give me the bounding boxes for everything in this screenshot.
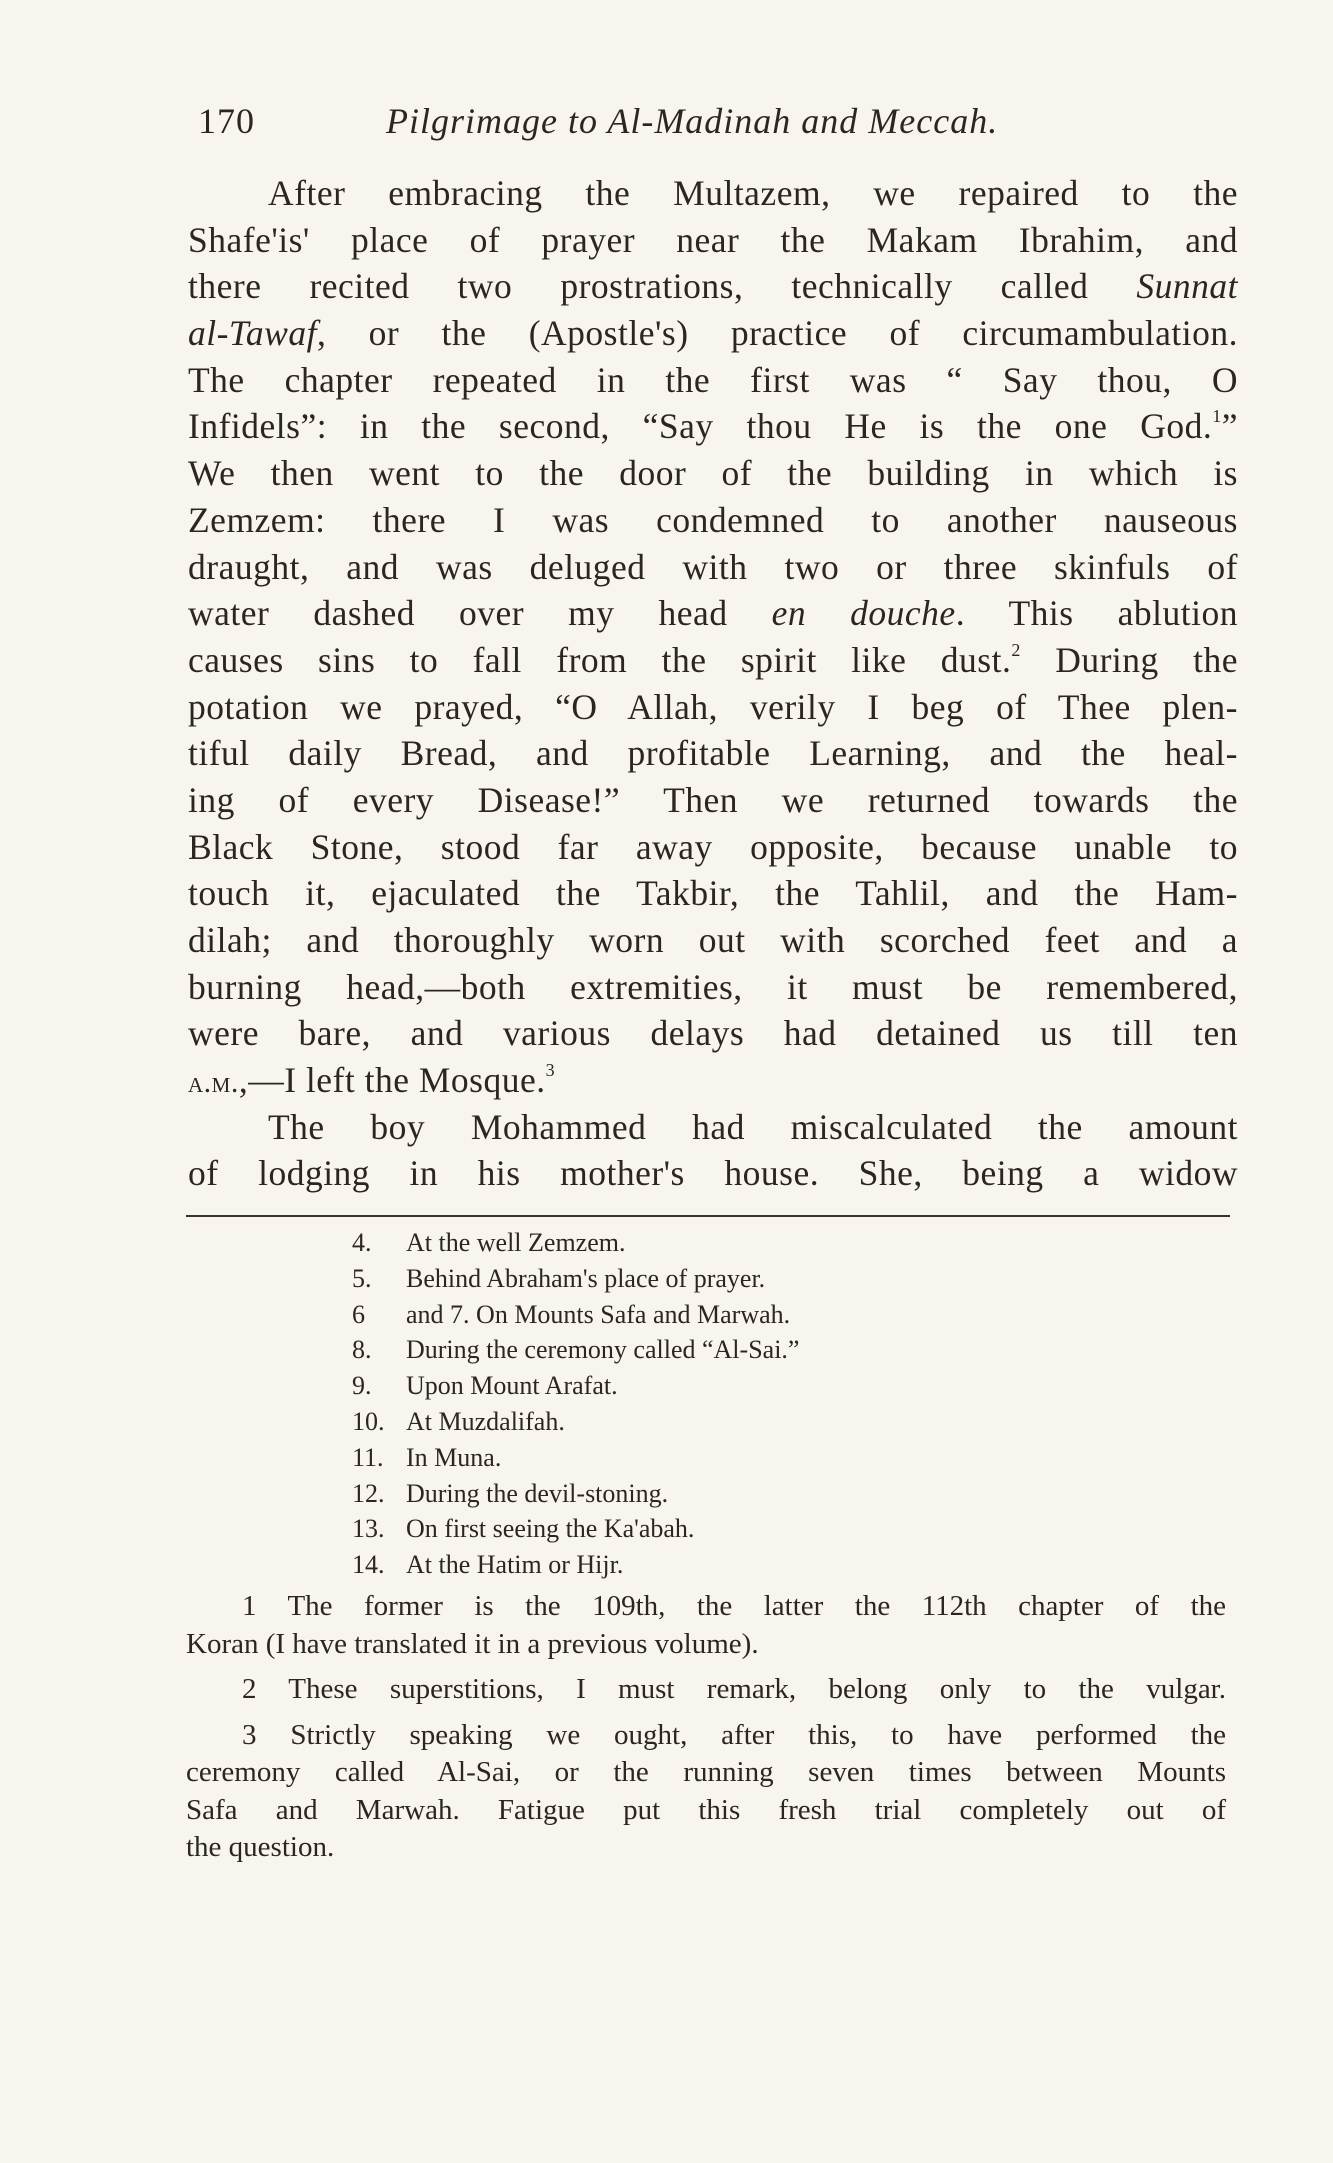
text-line: Infidels”: in the second, “Say thou He is the one God.$^1$”	[188, 406, 1238, 447]
list-item: 8. During the ceremony called “Al-Sai.”	[352, 1335, 800, 1365]
text-line: Shafe'is' place of prayer near the Makam Ibrahim, and	[188, 219, 1238, 260]
text-line: Zemzem: there I was condemned to another nauseous	[188, 499, 1238, 540]
list-item: 14. At the Hatim or Hijr.	[352, 1550, 624, 1580]
footnote-2: 2 These superstitions, I must remark, belong only to the vulgar.	[242, 1673, 1226, 1705]
section-divider	[186, 1215, 1230, 1217]
text-line: causes sins to fall from the spirit like dust.$^2$ During the	[188, 639, 1238, 680]
text-line: there recited two prostrations, technically called Sunnat	[188, 266, 1238, 307]
text-line: The chapter repeated in the first was “ Say thou, O	[188, 359, 1238, 400]
list-item: 5. Behind Abraham's place of prayer.	[352, 1263, 766, 1293]
text-line: We then went to the door of the building in which is	[188, 453, 1238, 494]
text-line: tiful daily Bread, and profitable Learning, and the heal-	[188, 733, 1238, 774]
station-list	[352, 1225, 1152, 1583]
list-item: 4. At the well Zemzem.	[352, 1228, 626, 1257]
italic-term: Sunnat	[1136, 266, 1238, 307]
footnote-ref: 2	[1011, 639, 1021, 660]
running-title: Pilgrimage to Al-Madinah and Meccah.	[386, 101, 999, 141]
text-line: of lodging in his mother's house. She, being a widow	[188, 1153, 1238, 1194]
italic-term: al-Tawaf	[188, 313, 317, 354]
page-number: 170	[198, 101, 255, 141]
small-caps-time: a.m.	[188, 1066, 239, 1100]
italic-term: en douche	[771, 593, 956, 634]
running-header	[186, 100, 1236, 150]
text-line: potation we prayed, “O Allah, verily I beg of Thee plen-	[188, 686, 1238, 727]
text-line: draught, and was deluged with two or three skinfuls of	[188, 546, 1238, 587]
text-line: Black Stone, stood far away opposite, because unable to	[188, 826, 1238, 867]
text-line: dilah; and thoroughly worn out with scorched feet and a	[188, 920, 1238, 960]
text-line: water dashed over my head en douche. This ablution	[188, 593, 1238, 634]
text-line: were bare, and various delays had detained us till ten	[188, 1013, 1238, 1054]
text-line: ing of every Disease!” Then we returned towards the	[188, 779, 1238, 820]
footnotes	[186, 1588, 1226, 1875]
text-line: al-Tawaf, or the (Apostle's) practice of circumambulation.	[188, 313, 1238, 354]
text-line: touch it, ejaculated the Takbir, the Tahlil, and the Ham-	[188, 873, 1238, 914]
list-item: 13. On first seeing the Ka'abah.	[352, 1514, 695, 1544]
footnote-3: 3 Strictly speaking we ought, after this, to have performed the ceremony called Al-Sai, or the running seven times between Mounts Safa and Marwah. Fatigue put this fresh trial completely out of the question.	[186, 1718, 1226, 1863]
text-line: a.m.,—I left the Mosque.$^3$	[188, 1060, 556, 1101]
list-item: 9. Upon Mount Arafat.	[352, 1371, 618, 1401]
list-item: 6 and 7. On Mounts Safa and Marwah.	[352, 1299, 791, 1329]
footnote-ref: 3	[545, 1060, 556, 1081]
text-line: After embracing the Multazem, we repaired to the	[268, 173, 1238, 213]
footnote-ref: 1	[1212, 406, 1222, 427]
list-item: 11. In Muna.	[352, 1442, 502, 1472]
list-item: 10. At Muzdalifah.	[352, 1406, 565, 1436]
main-text	[188, 170, 1238, 1197]
footnote-1: 1 The former is the 109th, the latter the 112th chapter of the Koran (I have translated it in a previous volume).	[186, 1590, 1226, 1660]
text-line: burning head,—both extremities, it must be remembered,	[188, 966, 1238, 1007]
text-line: The boy Mohammed had miscalculated the amount	[268, 1106, 1238, 1147]
list-item: 12. During the devil-stoning.	[352, 1478, 669, 1508]
